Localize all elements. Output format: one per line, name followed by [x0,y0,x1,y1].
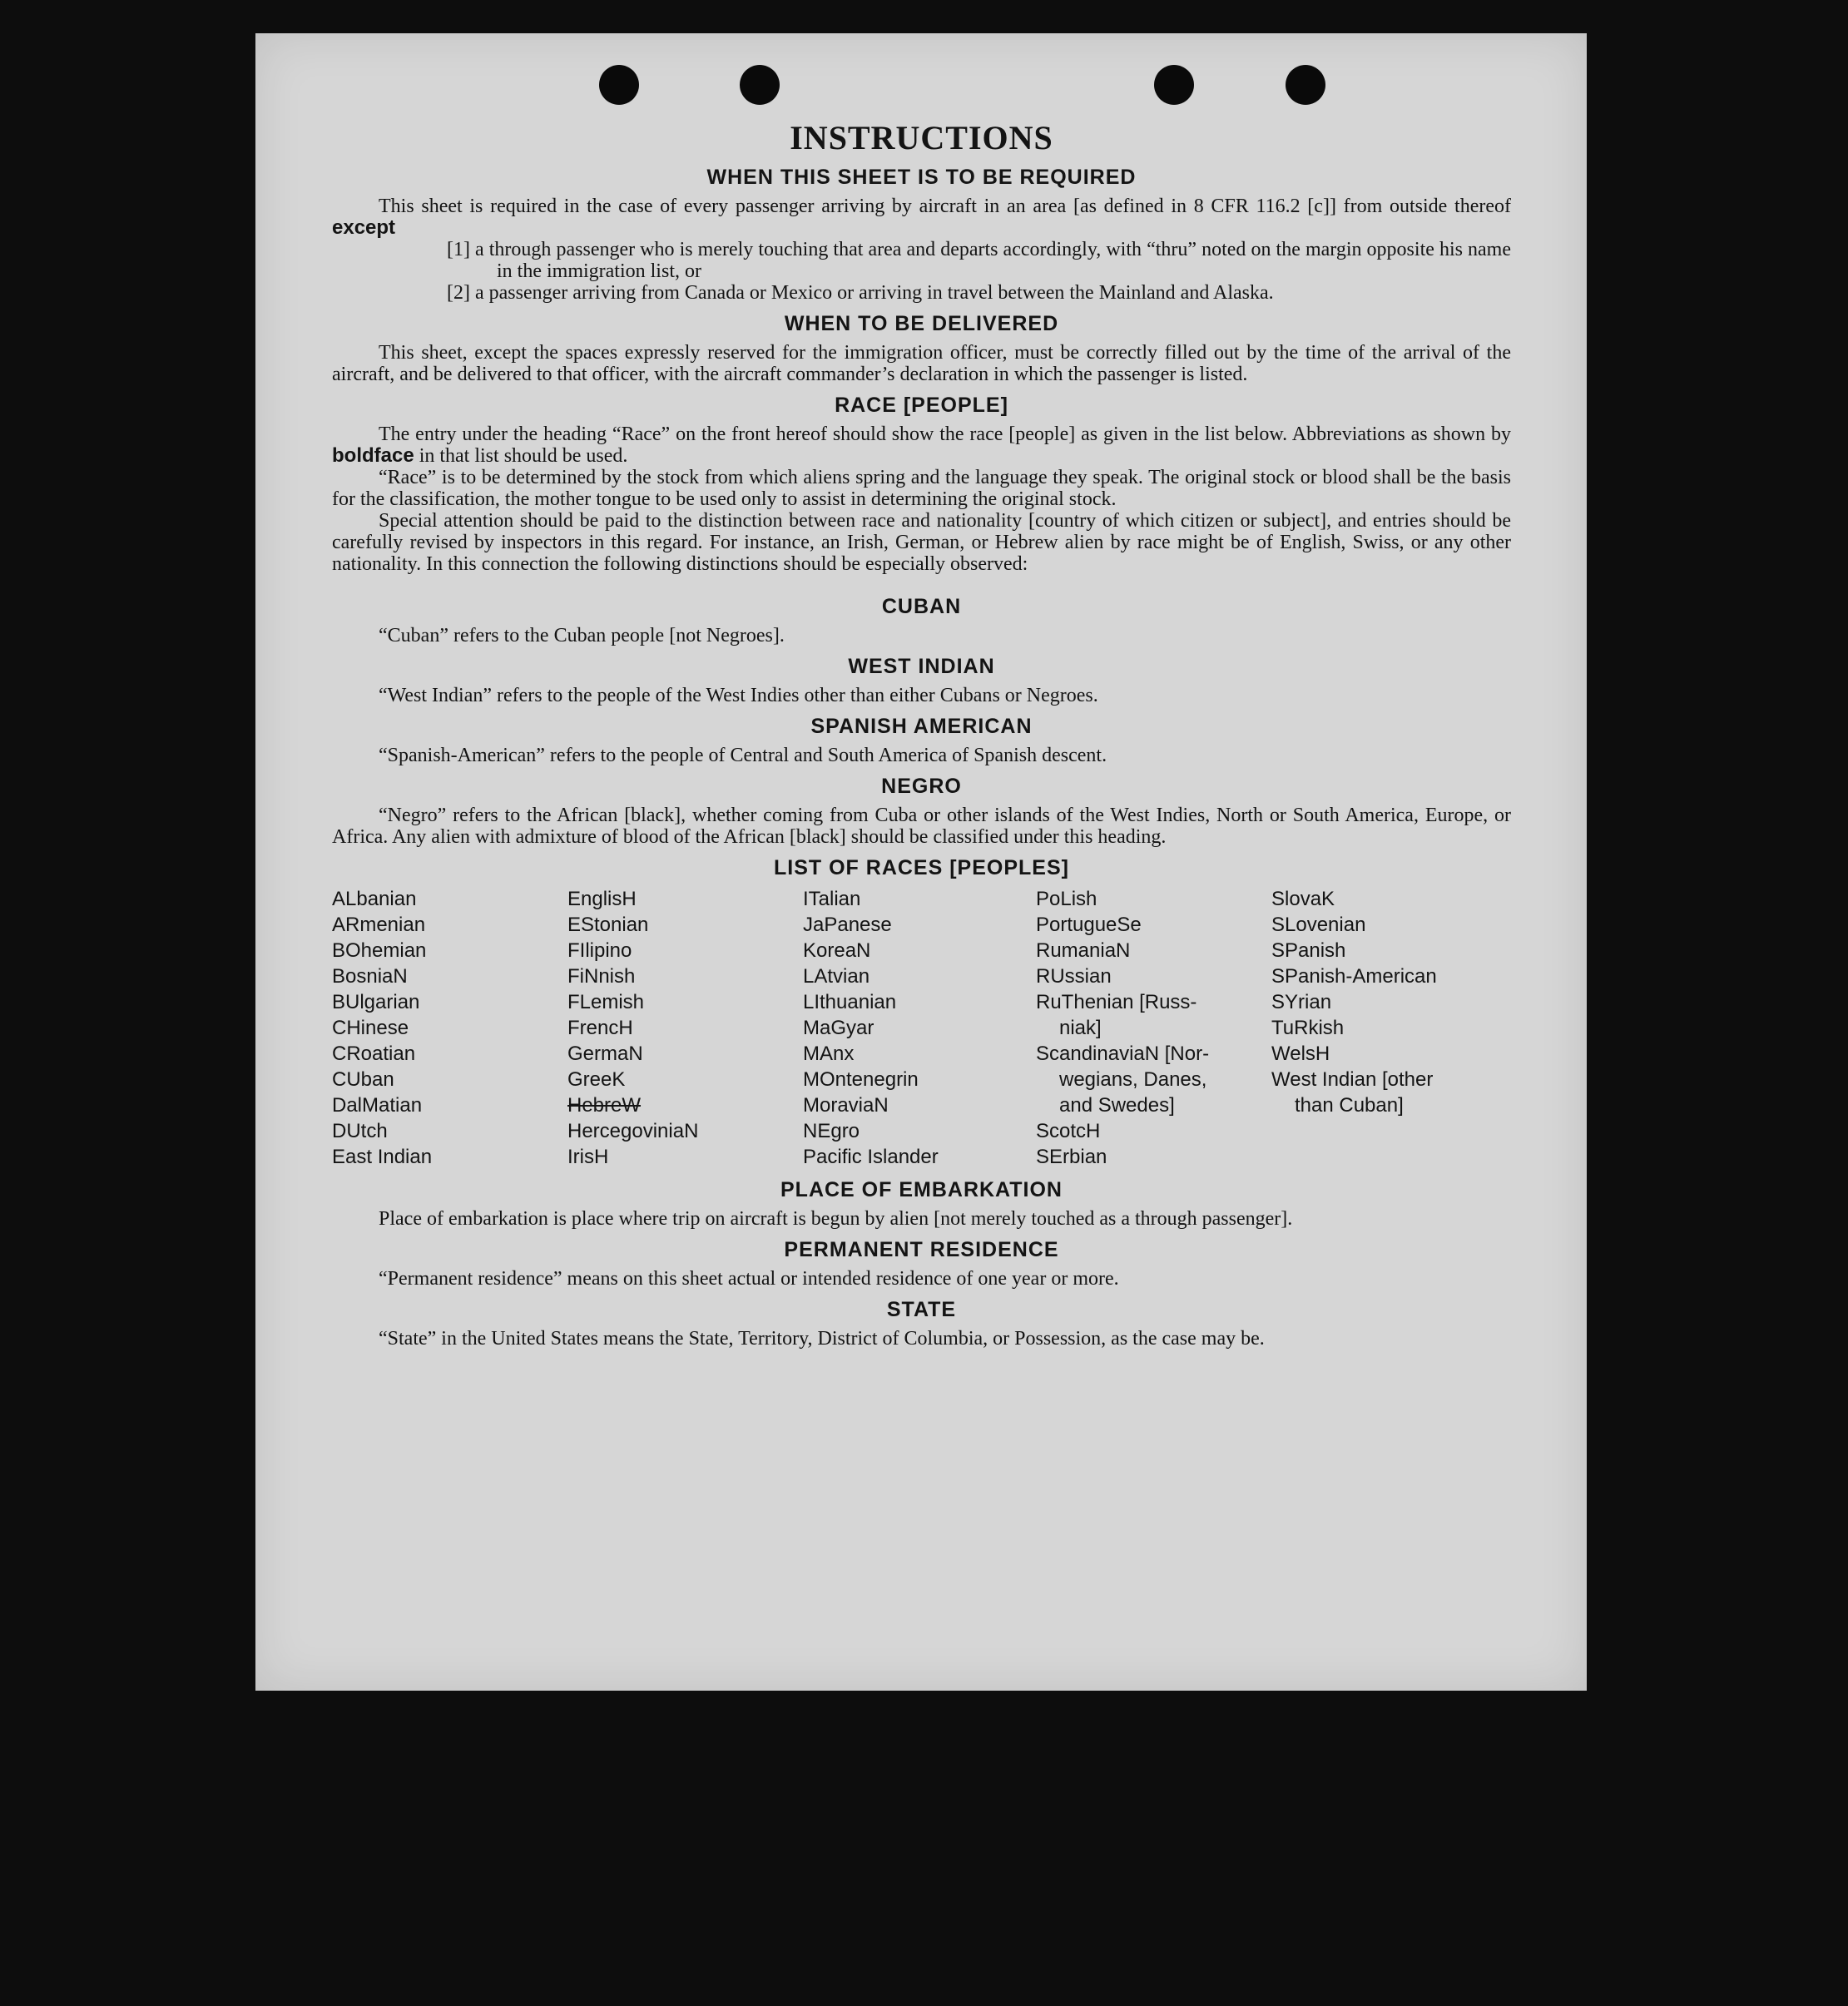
race-item: SPanish-American [1271,965,1437,988]
race-item-continued: wegians, Danes, [1059,1068,1207,1091]
section-heading-race: RACE [PEOPLE] [835,394,1008,417]
races-column-5 [1271,886,1513,1170]
race-item: FiNnish [567,965,636,988]
races-column-4 [1036,886,1271,1170]
punch-hole [599,65,639,105]
race-item: RuThenian [Russ- [1036,991,1197,1013]
section-text: Place of embarkation is place where trip on aircraft is begun by alien [not merely touched as a through passenger]. [379,1208,1293,1230]
section-text [332,423,1511,467]
punch-hole [740,65,780,105]
race-item: SErbian [1036,1146,1107,1168]
race-item: SPanish [1271,939,1346,962]
races-column-2 [567,886,803,1170]
race-item: BOhemian [332,939,427,962]
race-item: East Indian [332,1146,433,1168]
race-item: MAnx [803,1043,855,1065]
race-item: MoraviaN [803,1094,889,1117]
document-sheet [255,33,1587,1691]
race-item: KoreaN [803,939,871,962]
section-heading-negro: NEGRO [881,775,962,798]
races-list [332,886,1511,1170]
race-item: DUtch [332,1120,388,1142]
text-span: in that list should be used. [419,445,628,467]
section-heading-west-indian: WEST INDIAN [848,655,995,678]
section-text: “Race” is to be determined by the stock from which aliens spring and the language they speak. The original stock or blood shall be the basis for the classification, the mother tongue to be used only to assist in determining the original stock. [332,467,1511,510]
section-text: “Spanish-American” refers to the people of Central and South America of Spanish descent. [379,745,1107,766]
race-item: DalMatian [332,1094,423,1117]
race-item: MaGyar [803,1017,874,1039]
section-heading-cuban: CUBAN [881,595,962,618]
race-item: SlovaK [1271,888,1335,910]
race-item: GermaN [567,1043,643,1065]
race-item: PortugueSe [1036,914,1142,936]
section-text: Special attention should be paid to the distinction between race and nationality [country of which citizen or subject], and entries should be carefully revised by inspectors in this regard. For instance, an Irish, German, or Hebrew alien by race might be of English, Swiss, or any other nationality. In this connection the following distinctions should be especially observed: [332,510,1511,575]
race-item: BosniaN [332,965,408,988]
race-item: FLemish [567,991,645,1013]
race-item: SYrian [1271,991,1332,1013]
race-item: MOntenegrin [803,1068,919,1091]
section-heading-residence: PERMANENT RESIDENCE [784,1238,1059,1261]
race-item: FrencH [567,1017,633,1039]
race-item: CRoatian [332,1043,416,1065]
section-text: “West Indian” refers to the people of the West Indies other than either Cubans or Negroes. [379,685,1098,706]
race-item: FIlipino [567,939,632,962]
section-text: This sheet, except the spaces expressly reserved for the immigration officer, must be correctly filled out by the time of the arrival of the aircraft, and be delivered to that officer, with the aircraft commander’s declaration in which the passenger is listed. [332,342,1511,385]
race-item-continued: than Cuban] [1295,1094,1404,1117]
race-item: WelsH [1271,1043,1330,1065]
section-text: “Cuban” refers to the Cuban people [not Negroes]. [379,625,785,646]
race-item: PoLish [1036,888,1097,910]
section-heading-embarkation: PLACE OF EMBARKATION [780,1178,1063,1201]
race-item: IrisH [567,1146,609,1168]
race-item: EnglisH [567,888,637,910]
race-item: EStonian [567,914,649,936]
section-text [332,196,1511,239]
emphasis-except: except [332,216,396,239]
race-item: JaPanese [803,914,892,936]
page-title: INSTRUCTIONS [790,119,1053,156]
race-item: RumaniaN [1036,939,1131,962]
instructions-body [332,119,1511,1350]
race-item: CUban [332,1068,394,1091]
punch-hole [1154,65,1194,105]
race-item: ALbanian [332,888,417,910]
race-item-continued: and Swedes] [1059,1094,1175,1117]
race-item: ScandinaviaN [Nor- [1036,1043,1210,1065]
race-item: HercegoviniaN [567,1120,699,1142]
section-text: “State” in the United States means the State, Territory, District of Columbia, or Possession, as the case may be. [379,1328,1265,1350]
race-item: TuRkish [1271,1017,1345,1039]
race-item: SLovenian [1271,914,1366,936]
section-heading-state: STATE [886,1298,957,1321]
section-text: “Permanent residence” means on this sheet actual or intended residence of one year or more. [379,1268,1119,1290]
list-item: [1] a through passenger who is merely touching that area and departs accordingly, with “thru” noted on the margin opposite his name in the immigration list, or [447,239,1511,282]
race-item: RUssian [1036,965,1112,988]
text-span: This sheet is required in the case of every passenger arriving by aircraft in an area [as defined in 8 CFR 116.2 [c]] from outside thereof [379,196,1511,217]
race-item: GreeK [567,1068,626,1091]
punch-hole [1286,65,1325,105]
races-column-1 [332,886,567,1170]
race-item: NEgro [803,1120,860,1142]
race-item: ARmenian [332,914,426,936]
race-item-struck: HebreW [567,1094,642,1117]
race-item: ScotcH [1036,1120,1101,1142]
section-text: “Negro” refers to the African [black], whether coming from Cuba or other islands of the West Indies, North or South America, Europe, or Africa. Any alien with admixture of blood of the African [black] should be classified under this heading. [332,805,1511,848]
list-item: [2] a passenger arriving from Canada or Mexico or arriving in travel between the Mainland and Alaska. [447,282,1274,304]
race-item: CHinese [332,1017,409,1039]
race-item: LIthuanian [803,991,897,1013]
race-item: BUlgarian [332,991,420,1013]
race-item: West Indian [other [1271,1068,1434,1091]
race-item: LAtvian [803,965,870,988]
section-heading-delivered: WHEN TO BE DELIVERED [784,312,1059,335]
race-item-continued: niak] [1059,1017,1102,1039]
race-item: Pacific Islander [803,1146,939,1168]
emphasis-boldface: boldface [332,444,414,467]
section-heading-spanish-american: SPANISH AMERICAN [810,715,1033,738]
race-item: ITalian [803,888,861,910]
races-column-3 [803,886,1036,1170]
section-heading-races: LIST OF RACES [PEOPLES] [774,856,1069,879]
text-span: The entry under the heading “Race” on the front hereof should show the race [people] as given in the list below. Abbreviations as shown by [379,423,1511,445]
section-heading-required: WHEN THIS SHEET IS TO BE REQUIRED [706,166,1137,189]
